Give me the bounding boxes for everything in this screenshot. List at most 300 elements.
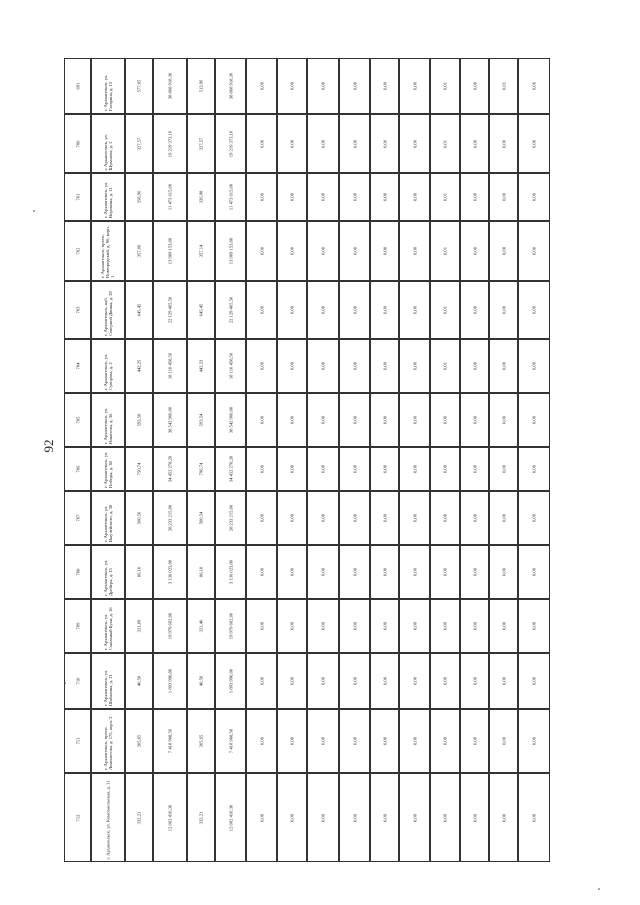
- cell-text: 703: [74, 306, 80, 314]
- cell-v2: [277, 653, 307, 709]
- cell-area: [125, 491, 153, 545]
- cell-text: 0,00: [258, 361, 264, 371]
- cell-v5: [370, 339, 399, 393]
- cell-v4: [339, 393, 370, 447]
- cell-id: [64, 281, 91, 339]
- cell-text: 0,00: [258, 813, 264, 822]
- table-row: [64, 447, 550, 491]
- cell-id: [64, 173, 91, 221]
- cell-text: 0,01: [442, 305, 448, 315]
- cell-v9: [489, 114, 518, 173]
- cell-addr: [91, 114, 125, 173]
- cell-v8: [460, 281, 489, 339]
- cell-cost2: [215, 173, 246, 221]
- cell-v5: [370, 491, 399, 545]
- cell-text: 0,00: [320, 621, 326, 631]
- cell-v2: [277, 709, 307, 773]
- cell-text: 593,54: [198, 413, 204, 427]
- cell-v10: [518, 58, 550, 114]
- cell-text: 0,00: [411, 621, 417, 631]
- cell-v4: [339, 709, 370, 773]
- cell-area: [125, 221, 153, 281]
- cell-text: 38 868 918,30: [227, 72, 233, 100]
- cell-text: 0,00: [289, 736, 295, 746]
- cell-area: [125, 393, 153, 447]
- cell-area: [125, 281, 153, 339]
- cell-cost2: [215, 339, 246, 393]
- cell-text: 0,00: [351, 621, 357, 631]
- cell-text: 500,50: [136, 511, 142, 525]
- cell-addr: [91, 545, 125, 599]
- cell-text: г. Архангельск, ул. Шабалина, д. 21: [102, 669, 113, 706]
- cell-v3: [307, 773, 339, 862]
- cell-text: 0,00: [258, 81, 264, 91]
- table-row: [64, 709, 550, 773]
- cell-cost: [153, 221, 187, 281]
- cell-text: 0,00: [320, 139, 326, 148]
- cell-text: 0,00: [500, 513, 506, 523]
- cell-v5: [370, 173, 399, 221]
- cell-text: 40,50: [136, 675, 142, 687]
- cell-addr: [91, 491, 125, 545]
- cell-addr: [91, 599, 125, 653]
- cell-text: 0,00: [320, 567, 326, 577]
- cell-text: 0,00: [289, 192, 295, 202]
- cell-v7: [430, 653, 460, 709]
- cell-text: 0,00: [531, 139, 537, 148]
- cell-text: 0,00: [351, 305, 357, 315]
- cell-addr: [91, 221, 125, 281]
- cell-v7: [430, 114, 460, 173]
- cell-v1: [246, 393, 277, 447]
- cell-v9: [489, 393, 518, 447]
- cell-id: [64, 339, 91, 393]
- cell-text: 19 219 373,10: [227, 130, 233, 157]
- cell-text: 700: [74, 140, 80, 147]
- cell-text: 0,00: [351, 676, 357, 686]
- cell-v4: [339, 545, 370, 599]
- cell-text: 0,01: [442, 81, 448, 91]
- cell-text: 0,00: [442, 621, 448, 631]
- cell-v7: [430, 545, 460, 599]
- cell-text: 13 909 153,00: [227, 237, 233, 265]
- cell-text: 86,10: [198, 566, 204, 578]
- cell-text: 0,00: [289, 464, 295, 474]
- cell-v10: [518, 599, 550, 653]
- cell-text: 0,00: [531, 361, 537, 371]
- cell-text: 0,00: [442, 567, 448, 577]
- cell-text: 0,00: [471, 464, 477, 474]
- cell-text: 577,05: [136, 79, 142, 93]
- cell-v6: [399, 173, 430, 221]
- cell-text: 645,45: [198, 303, 204, 317]
- cell-v1: [246, 653, 277, 709]
- cell-v8: [460, 393, 489, 447]
- cell-v8: [460, 173, 489, 221]
- cell-v4: [339, 599, 370, 653]
- cell-text: 0,00: [411, 513, 417, 523]
- cell-area2: [187, 114, 215, 173]
- cell-cost2: [215, 281, 246, 339]
- cell-text: 0,00: [320, 736, 326, 746]
- cell-cost2: [215, 545, 246, 599]
- cell-area: [125, 773, 153, 862]
- cell-text: 332,21: [136, 811, 142, 824]
- cell-text: 0,00: [531, 621, 537, 631]
- cell-text: 327,57: [136, 137, 142, 150]
- cell-text: 0,00: [471, 736, 477, 746]
- cell-v8: [460, 339, 489, 393]
- cell-cost: [153, 709, 187, 773]
- cell-text: 0,00: [442, 464, 448, 474]
- cell-text: 0,00: [442, 736, 448, 746]
- cell-text: 0,00: [471, 361, 477, 371]
- table-row: [64, 773, 550, 862]
- cell-v5: [370, 114, 399, 173]
- cell-text: 327,57: [198, 137, 204, 150]
- cell-cost2: [215, 58, 246, 114]
- cell-v7: [430, 339, 460, 393]
- cell-v9: [489, 173, 518, 221]
- cell-id: [64, 393, 91, 447]
- cell-text: г. Архангельск, ул. Выучейского, д. 30: [102, 504, 113, 542]
- cell-text: 0,00: [471, 813, 477, 822]
- cell-area: [125, 58, 153, 114]
- cell-text: 0,00: [500, 192, 506, 202]
- cell-text: 0,00: [381, 81, 387, 91]
- cell-v7: [430, 58, 460, 114]
- cell-text: 0,00: [500, 621, 506, 631]
- cell-text: 0,00: [471, 246, 477, 256]
- cell-text: 0,00: [411, 139, 417, 148]
- cell-text: 593,50: [136, 413, 142, 427]
- cell-text: г. Архангельск, наб. Северной Двины, д. 20: [102, 291, 113, 336]
- cell-text: 0,00: [531, 736, 537, 746]
- cell-id: [64, 114, 91, 173]
- cell-area2: [187, 447, 215, 491]
- cell-text: 0,00: [381, 621, 387, 631]
- cell-v2: [277, 599, 307, 653]
- cell-area2: [187, 773, 215, 862]
- cell-text: 0,00: [500, 464, 506, 474]
- cell-id: [64, 599, 91, 653]
- cell-v1: [246, 281, 277, 339]
- cell-area2: [187, 173, 215, 221]
- cell-text: 0,00: [411, 246, 417, 256]
- cell-text: 0,00: [471, 415, 477, 425]
- cell-text: 19 979 602,00: [227, 612, 233, 640]
- cell-text: 0,00: [471, 139, 477, 148]
- cell-text: 0,00: [351, 361, 357, 371]
- cell-v9: [489, 221, 518, 281]
- cell-v8: [460, 773, 489, 862]
- cell-v5: [370, 599, 399, 653]
- cell-text: 13 909 153,00: [167, 237, 173, 265]
- cell-text: 0,00: [351, 567, 357, 577]
- cell-text: г. Архангельск, просп. Ломоносова, д. 175, корп. 2: [102, 716, 113, 770]
- cell-v8: [460, 447, 489, 491]
- cell-text: 0,00: [351, 415, 357, 425]
- cell-cost2: [215, 773, 246, 862]
- cell-v1: [246, 114, 277, 173]
- cell-v7: [430, 281, 460, 339]
- cell-text: 321,40: [198, 619, 204, 633]
- cell-text: 0,00: [258, 676, 264, 686]
- cell-text: 711: [74, 737, 80, 745]
- cell-v3: [307, 221, 339, 281]
- cell-id: [64, 773, 91, 862]
- cell-cost: [153, 339, 187, 393]
- cell-text: 0,00: [320, 246, 326, 256]
- cell-text: 7 418 908,50: [227, 728, 233, 754]
- cell-text: 706: [74, 465, 80, 473]
- cell-text: 0,00: [351, 81, 357, 91]
- cell-v5: [370, 393, 399, 447]
- cell-text: 0,00: [258, 513, 264, 523]
- cell-text: 34 452 278,20: [227, 455, 233, 483]
- cell-area2: [187, 281, 215, 339]
- cell-text: 0,00: [471, 81, 477, 91]
- cell-v8: [460, 58, 489, 114]
- cell-text: 702: [74, 247, 80, 255]
- cell-text: 0,00: [471, 192, 477, 202]
- cell-area2: [187, 491, 215, 545]
- cell-v2: [277, 773, 307, 862]
- cell-text: 0,00: [289, 81, 295, 91]
- cell-text: 0,00: [500, 736, 506, 746]
- cell-text: 0,00: [351, 246, 357, 256]
- cell-text: 40,50: [198, 675, 204, 687]
- cell-v10: [518, 173, 550, 221]
- cell-text: 0,00: [351, 139, 357, 148]
- cell-text: 0,00: [411, 81, 417, 91]
- cell-cost: [153, 653, 187, 709]
- cell-v3: [307, 491, 339, 545]
- cell-area2: [187, 709, 215, 773]
- cell-text: 28 233 215,00: [227, 504, 233, 532]
- cell-addr: [91, 773, 125, 862]
- cell-text: 0,00: [258, 415, 264, 425]
- cell-text: 0,00: [320, 464, 326, 474]
- cell-area: [125, 599, 153, 653]
- cell-text: 0,00: [320, 513, 326, 523]
- cell-v3: [307, 114, 339, 173]
- cell-v2: [277, 545, 307, 599]
- cell-text: 19 219 373,10: [167, 130, 173, 157]
- table-row: [64, 173, 550, 221]
- cell-v6: [399, 339, 430, 393]
- cell-text: 0,00: [258, 246, 264, 256]
- cell-text: 0,00: [258, 305, 264, 315]
- cell-area2: [187, 599, 215, 653]
- cell-text: 3 136 023,80: [167, 559, 173, 585]
- cell-text: 0,00: [411, 192, 417, 202]
- cell-text: 22 129 465,50: [227, 296, 233, 324]
- cell-v5: [370, 545, 399, 599]
- cell-text: 0,00: [289, 621, 295, 631]
- cell-text: 0,00: [289, 415, 295, 425]
- cell-v10: [518, 221, 550, 281]
- cell-v1: [246, 339, 277, 393]
- cell-text: 0,00: [500, 361, 506, 371]
- cell-text: 0,00: [381, 361, 387, 371]
- cell-text: 7 418 908,50: [167, 728, 173, 754]
- cell-text: 0,00: [258, 192, 264, 202]
- cell-text: 358,96: [136, 190, 142, 204]
- cell-text: г. Архангельск, ул. Воронина, д. 11: [102, 181, 113, 218]
- cell-v2: [277, 114, 307, 173]
- cell-addr: [91, 393, 125, 447]
- cell-text: 0,00: [289, 513, 295, 523]
- cell-text: г. Архангельск, ул. Комсомольская, д. 11: [105, 780, 111, 859]
- cell-v5: [370, 653, 399, 709]
- cell-v2: [277, 58, 307, 114]
- cell-v7: [430, 491, 460, 545]
- cell-text: 0,00: [289, 567, 295, 577]
- cell-v9: [489, 447, 518, 491]
- cell-addr: [91, 653, 125, 709]
- cell-text: 0,00: [411, 415, 417, 425]
- cell-area: [125, 173, 153, 221]
- cell-addr: [91, 58, 125, 114]
- cell-text: 709: [74, 622, 80, 630]
- cell-v2: [277, 393, 307, 447]
- cell-text: 38 542 960,00: [167, 406, 173, 434]
- cell-text: 28 233 215,00: [167, 504, 173, 532]
- cell-text: 0,00: [531, 464, 537, 474]
- cell-id: [64, 221, 91, 281]
- cell-cost2: [215, 447, 246, 491]
- cell-text: 0,00: [411, 567, 417, 577]
- cell-v6: [399, 281, 430, 339]
- cell-v9: [489, 773, 518, 862]
- cell-v7: [430, 221, 460, 281]
- cell-v6: [399, 653, 430, 709]
- cell-text: 0,00: [471, 567, 477, 577]
- cell-v7: [430, 709, 460, 773]
- cell-text: 0,00: [320, 361, 326, 371]
- cell-text: 645,45: [136, 303, 142, 317]
- cell-v8: [460, 221, 489, 281]
- cell-text: 0,00: [531, 567, 537, 577]
- cell-v2: [277, 173, 307, 221]
- cell-cost: [153, 393, 187, 447]
- cell-text: 0,00: [351, 464, 357, 474]
- cell-v9: [489, 281, 518, 339]
- cell-text: 0,00: [442, 513, 448, 523]
- cell-text: 3 136 023,80: [227, 559, 233, 585]
- cell-text: 710: [74, 677, 80, 685]
- cell-area: [125, 709, 153, 773]
- cell-v1: [246, 491, 277, 545]
- cell-text: 0,01: [442, 246, 448, 256]
- cell-cost: [153, 599, 187, 653]
- cell-text: 0,06: [531, 81, 537, 91]
- cell-area: [125, 653, 153, 709]
- cell-v7: [430, 773, 460, 862]
- cell-v10: [518, 114, 550, 173]
- cell-text: 0,00: [381, 736, 387, 746]
- cell-cost: [153, 281, 187, 339]
- cell-v3: [307, 545, 339, 599]
- cell-cost2: [215, 221, 246, 281]
- cell-v8: [460, 491, 489, 545]
- cell-area2: [187, 653, 215, 709]
- cell-text: 0,00: [351, 736, 357, 746]
- scan-speck: [33, 210, 35, 212]
- cell-v9: [489, 545, 518, 599]
- cell-text: 19 979 602,00: [167, 612, 173, 640]
- cell-text: 0,00: [381, 813, 387, 822]
- cell-cost: [153, 491, 187, 545]
- cell-area2: [187, 545, 215, 599]
- cell-text: 0,00: [258, 736, 264, 746]
- cell-text: 0,00: [381, 464, 387, 474]
- cell-v9: [489, 653, 518, 709]
- cell-v6: [399, 447, 430, 491]
- cell-v6: [399, 58, 430, 114]
- cell-cost: [153, 545, 187, 599]
- cell-text: 12 002 410,30: [227, 804, 233, 831]
- cell-text: 0,00: [320, 305, 326, 315]
- cell-addr: [91, 281, 125, 339]
- cell-text: г. Архангельск, просп. Новгородский, д. 96, корп. 1: [100, 226, 116, 278]
- cell-v8: [460, 709, 489, 773]
- cell-v7: [430, 447, 460, 491]
- cell-v9: [489, 709, 518, 773]
- cell-v1: [246, 599, 277, 653]
- cell-cost: [153, 114, 187, 173]
- cell-text: 0,00: [500, 139, 506, 148]
- cell-addr: [91, 339, 125, 393]
- cell-v4: [339, 773, 370, 862]
- cell-text: 0,00: [500, 813, 506, 822]
- cell-text: г. Архангельск, ул. Шувалова, д. 2: [102, 133, 113, 170]
- cell-text: 0,00: [471, 676, 477, 686]
- cell-v2: [277, 339, 307, 393]
- cell-text: 704: [74, 362, 80, 370]
- cell-v1: [246, 545, 277, 599]
- cell-text: 0,00: [381, 567, 387, 577]
- cell-text: 38 542 960,00: [227, 406, 233, 434]
- cell-text: 0,00: [500, 415, 506, 425]
- cell-text: 22 129 465,50: [167, 296, 173, 324]
- cell-v3: [307, 281, 339, 339]
- cell-text: 0,00: [289, 676, 295, 686]
- cell-v5: [370, 281, 399, 339]
- cell-text: 18 110 458,50: [167, 352, 173, 380]
- cell-cost: [153, 173, 187, 221]
- cell-text: 0,00: [351, 192, 357, 202]
- cell-text: 0,01: [442, 139, 448, 148]
- cell-v8: [460, 545, 489, 599]
- cell-id: [64, 653, 91, 709]
- cell-text: 0,00: [289, 813, 295, 822]
- cell-area2: [187, 58, 215, 114]
- cell-v6: [399, 545, 430, 599]
- cell-addr: [91, 447, 125, 491]
- cell-text: 0,00: [531, 415, 537, 425]
- cell-text: 34 452 278,20: [167, 455, 173, 483]
- cell-v4: [339, 653, 370, 709]
- cell-text: 707: [74, 514, 80, 522]
- table-row: [64, 58, 550, 114]
- cell-v10: [518, 709, 550, 773]
- cell-text: 0,00: [442, 813, 448, 822]
- cell-text: 442,23: [198, 359, 204, 373]
- cell-id: [64, 545, 91, 599]
- cell-v9: [489, 58, 518, 114]
